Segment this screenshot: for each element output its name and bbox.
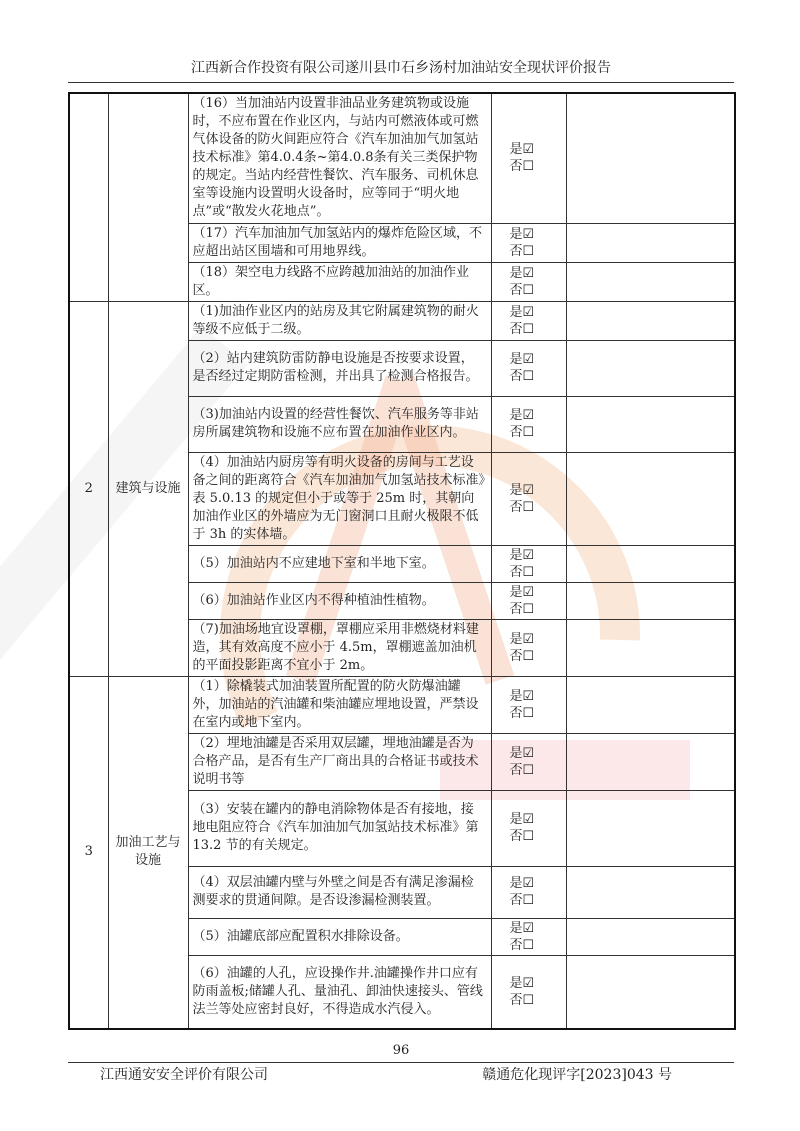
- check-result: [491, 93, 566, 223]
- check-content: （6）油罐的人孔，应设操作井.油罐操作井口应有防雨盖板;储罐人孔、量油孔、卸油快速接头、管线法兰等处应密封良好，不得造成水汽侵入。: [188, 955, 491, 1029]
- remarks-cell: [566, 955, 735, 1029]
- yes-checkbox[interactable]: 是☑: [509, 408, 535, 423]
- check-content: （4）加油站内厨房等有明火设备的房间与工艺设备之间的距离符合《汽车加油加气加氢站技术标准》表 5.0.13 的规定但小于或等于 25m 时，其朝向加油作业区的外墙应为无门窗洞口且耐火极限不低于 3h 的实体墙。: [188, 452, 491, 545]
- check-result: [491, 955, 566, 1029]
- table-row: [69, 301, 735, 340]
- remarks-cell: [566, 918, 735, 955]
- check-content: （1)加油作业区内的站房及其它附属建筑物的耐火等级不应低于二级。: [188, 301, 491, 340]
- page-number: 96: [392, 1043, 410, 1058]
- yes-checkbox[interactable]: 是☑: [509, 876, 535, 891]
- header-divider: [68, 82, 734, 83]
- check-result: [491, 918, 566, 955]
- no-checkbox[interactable]: 否☐: [509, 648, 535, 664]
- no-checkbox[interactable]: 否☐: [509, 705, 535, 721]
- check-content: （7)加油场地宜设罩棚，罩棚应采用非燃烧材料建造，其有效高度不应小于 4.5m，罩棚遮盖加油机的平面投影距离不宜小于 2m。: [188, 619, 491, 676]
- check-result: [491, 619, 566, 676]
- check-result: [491, 223, 566, 262]
- remarks-cell: [566, 545, 735, 582]
- no-checkbox[interactable]: 否☐: [509, 762, 535, 778]
- footer-doc-number: 赣通危化现评字[2023]043 号: [482, 1067, 672, 1083]
- check-result: [491, 452, 566, 545]
- check-result: [491, 790, 566, 866]
- check-content: （5）油罐底部应配置积水排除设备。: [188, 918, 491, 955]
- no-checkbox[interactable]: 否☐: [509, 425, 535, 440]
- remarks-cell: [566, 582, 735, 619]
- check-content: （5）加油站内不应建地下室和半地下室。: [188, 545, 491, 582]
- check-content: （2）站内建筑防雷防静电设施是否按要求设置，是否经过定期防雷检测，并出具了检测合格报告。: [188, 340, 491, 396]
- section-number: 2: [69, 301, 108, 676]
- remarks-cell: [566, 396, 735, 452]
- check-result: [491, 733, 566, 790]
- section-item: [108, 93, 188, 301]
- yes-checkbox[interactable]: 是☑: [509, 265, 535, 281]
- section-item: 建筑与设施: [108, 301, 188, 676]
- remarks-cell: [566, 866, 735, 918]
- remarks-cell: [566, 790, 735, 866]
- yes-checkbox[interactable]: 是☑: [509, 226, 535, 242]
- yes-checkbox[interactable]: 是☑: [509, 142, 535, 158]
- no-checkbox[interactable]: 否☐: [509, 992, 535, 1008]
- check-content: （4）双层油罐内壁与外壁之间是否有满足渗漏检测要求的贯通间隙。是否设渗漏检测装置。: [188, 866, 491, 918]
- check-content: （1）除橇装式加油装置所配置的防火防爆油罐外，加油站的汽油罐和柴油罐应埋地设置，严禁设在室内或地下室内。: [188, 676, 491, 733]
- check-result: [491, 676, 566, 733]
- section-item: 加油工艺与设施: [108, 676, 188, 1029]
- remarks-cell: [566, 619, 735, 676]
- remarks-cell: [566, 452, 735, 545]
- yes-checkbox[interactable]: 是☑: [509, 975, 535, 991]
- yes-checkbox[interactable]: 是☑: [509, 812, 535, 827]
- check-result: [491, 866, 566, 918]
- table-row: [69, 93, 735, 223]
- check-content: （3)加油站内设置的经营性餐饮、汽车服务等非站房所属建筑物和设施不应布置在加油作业区内。: [188, 396, 491, 452]
- check-content: （18）架空电力线路不应跨越加油站的加油作业区。: [188, 262, 491, 301]
- check-content: （2）埋地油罐是否采用双层罐，埋地油罐是否为合格产品，是否有生产厂商出具的合格证书或技术说明书等: [188, 733, 491, 790]
- yes-checkbox[interactable]: 是☑: [509, 547, 535, 563]
- no-checkbox[interactable]: 否☐: [509, 937, 535, 953]
- no-checkbox[interactable]: 否☐: [509, 282, 535, 298]
- remarks-cell: [566, 340, 735, 396]
- check-content: （16）当加油站内设置非油品业务建筑物或设施时，不应布置在作业区内，与站内可燃液体或可燃气体设备的防火间距应符合《汽车加油加气加氢站技术标准》第4.0.4条~第4.0.8条有关三类保护物的规定。当站内经营性餐饮、汽车服务、司机休息室等设施内设置明火设备时，应等同于“明火地点”或“散发火花地点”。: [188, 93, 491, 223]
- check-result: [491, 396, 566, 452]
- check-result: [491, 340, 566, 396]
- no-checkbox[interactable]: 否☐: [509, 564, 535, 580]
- evaluation-table: [68, 92, 736, 1030]
- yes-checkbox[interactable]: 是☑: [509, 584, 535, 600]
- yes-checkbox[interactable]: 是☑: [509, 482, 535, 498]
- no-checkbox[interactable]: 否☐: [509, 893, 535, 908]
- remarks-cell: [566, 262, 735, 301]
- no-checkbox[interactable]: 否☐: [509, 829, 535, 844]
- remarks-cell: [566, 733, 735, 790]
- section-number: 3: [69, 676, 108, 1029]
- no-checkbox[interactable]: 否☐: [509, 243, 535, 259]
- yes-checkbox[interactable]: 是☑: [509, 920, 535, 936]
- no-checkbox[interactable]: 否☐: [509, 321, 535, 337]
- table-row: [69, 676, 735, 733]
- page-header-title: 江西新合作投资有限公司遂川县巾石乡汤村加油站安全现状评价报告: [191, 60, 611, 76]
- check-result: [491, 262, 566, 301]
- check-content: （3）安装在罐内的静电消除物体是否有接地，接地电阻应符合《汽车加油加气加氢站技术标准》第 13.2 节的有关规定。: [188, 790, 491, 866]
- yes-checkbox[interactable]: 是☑: [509, 745, 535, 761]
- check-result: [491, 545, 566, 582]
- remarks-cell: [566, 301, 735, 340]
- yes-checkbox[interactable]: 是☑: [509, 688, 535, 704]
- no-checkbox[interactable]: 否☐: [509, 159, 535, 175]
- check-result: [491, 301, 566, 340]
- yes-checkbox[interactable]: 是☑: [509, 352, 535, 367]
- check-content: （17）汽车加油加气加氢站内的爆炸危险区域，不应超出站区围墙和可用地界线。: [188, 223, 491, 262]
- remarks-cell: [566, 676, 735, 733]
- yes-checkbox[interactable]: 是☑: [509, 304, 535, 320]
- remarks-cell: [566, 93, 735, 223]
- check-content: （6）加油站作业区内不得种植油性植物。: [188, 582, 491, 619]
- no-checkbox[interactable]: 否☐: [509, 369, 535, 384]
- check-result: [491, 582, 566, 619]
- yes-checkbox[interactable]: 是☑: [509, 631, 535, 647]
- footer-company: 江西通安安全评价有限公司: [100, 1067, 268, 1083]
- remarks-cell: [566, 223, 735, 262]
- no-checkbox[interactable]: 否☐: [509, 601, 535, 617]
- no-checkbox[interactable]: 否☐: [509, 499, 535, 515]
- section-number: [69, 93, 108, 301]
